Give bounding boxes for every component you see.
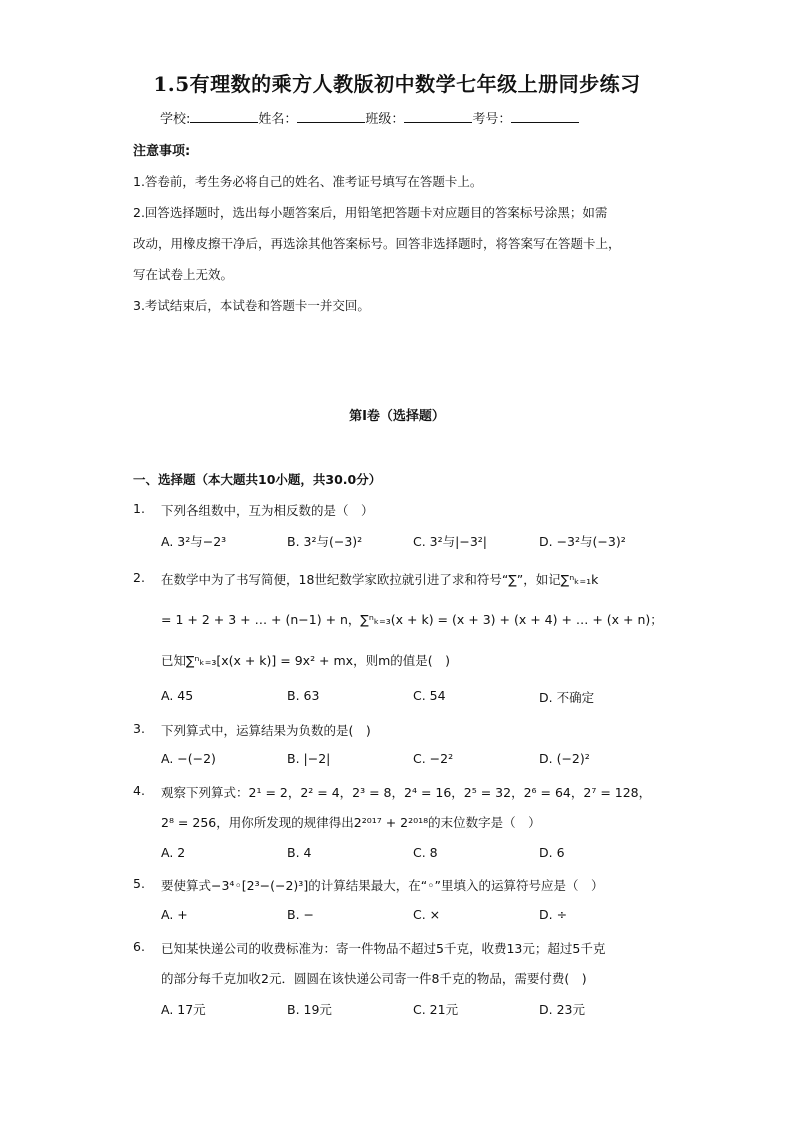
- option-a: A. 17元: [161, 1002, 206, 1017]
- option-c: C. ×: [413, 907, 441, 922]
- part-heading: 一、选择题（本大题共10小题，共30.0分）: [133, 472, 382, 487]
- student-info-line: [160, 108, 579, 127]
- option-d: D. −3²与(−3)²: [539, 534, 626, 549]
- option-a: A. −(−2): [161, 751, 216, 766]
- exam-no-label: 考号：: [472, 112, 512, 127]
- notice-heading: 注意事项:: [133, 144, 191, 159]
- option-b: B. 4: [287, 845, 312, 860]
- name-blank: [297, 110, 365, 123]
- option-b: B. 63: [287, 688, 320, 703]
- option-d: D. ÷: [539, 907, 568, 922]
- question-stem-line-2: = 1 + 2 + 3 + … + (n−1) + n，∑ⁿₖ₌₃(x + k) = (x + 3) + (x + 4) + … + (x + n)；: [161, 612, 663, 627]
- option-c: C. 3²与|−3²|: [413, 534, 487, 549]
- option-d: D. 不确定: [539, 690, 595, 705]
- option-a: A. 2: [161, 845, 186, 860]
- question-stem-line-3: 已知∑ⁿₖ₌₃[x(x + k)] = 9x² + mx，则m的值是( ): [161, 653, 451, 668]
- option-c: C. 21元: [413, 1002, 459, 1017]
- exam-no-blank: [511, 110, 579, 123]
- option-d: D. 6: [539, 845, 565, 860]
- option-a: A. 45: [161, 688, 194, 703]
- option-b: B. 19元: [287, 1002, 332, 1017]
- question-number: 1.: [133, 501, 145, 516]
- notice-item-1: 1.答卷前，考生务必将自己的姓名、准考证号填写在答题卡上。: [133, 174, 483, 189]
- option-a: A. 3²与−2³: [161, 534, 227, 549]
- section-title: 第I卷（选择题）: [349, 409, 445, 424]
- option-b: B. |−2|: [287, 751, 331, 766]
- option-c: C. 8: [413, 845, 438, 860]
- question-number: 4.: [133, 783, 145, 798]
- name-label: 姓名：: [258, 112, 298, 127]
- question-stem-line-2: 的部分每千克加收2元．圆圆在该快递公司寄一件8千克的物品，需要付费( ): [161, 971, 587, 986]
- option-c: C. 54: [413, 688, 446, 703]
- question-stem-line-1: 已知某快递公司的收费标准为：寄一件物品不超过5千克，收费13元；超过5千克: [161, 941, 606, 956]
- notice-item-2-line-3: 写在试卷上无效。: [133, 267, 234, 282]
- school-label: 学校:: [160, 112, 191, 127]
- question-number: 6.: [133, 939, 145, 954]
- notice-item-2-line-1: 2.回答选择题时，选出每小题答案后，用铅笔把答题卡对应题目的答案标号涂黑；如需: [133, 205, 608, 220]
- question-stem-line-1: 在数学中为了书写简便，18世纪数学家欧拉就引进了求和符号“∑”，如记∑ⁿₖ₌₁k: [161, 572, 599, 587]
- question-number: 5.: [133, 876, 145, 891]
- option-b: B. 3²与(−3)²: [287, 534, 363, 549]
- question-stem-line-2: 2⁸ = 256，用你所发现的规律得出2²⁰¹⁷ + 2²⁰¹⁸的末位数字是（ ）: [161, 815, 541, 830]
- option-a: A. +: [161, 907, 188, 922]
- question-number: 3.: [133, 721, 145, 736]
- school-blank: [190, 110, 258, 123]
- notice-item-2-line-2: 改动，用橡皮擦干净后，再选涂其他答案标号。回答非选择题时，将答案写在答题卡上，: [133, 236, 621, 251]
- class-blank: [404, 110, 472, 123]
- question-stem: 下列各组数中，互为相反数的是（ ）: [161, 503, 374, 518]
- page-title: 1.5有理数的乘方人教版初中数学七年级上册同步练习: [153, 72, 641, 96]
- class-label: 班级：: [365, 112, 405, 127]
- question-number: 2.: [133, 570, 145, 585]
- option-d: D. (−2)²: [539, 751, 590, 766]
- question-stem: 要使算式−3⁴◦[2³−(−2)³]的计算结果最大，在“◦”里填入的运算符号应是（ ）: [161, 878, 604, 893]
- option-d: D. 23元: [539, 1002, 585, 1017]
- question-stem: 下列算式中，运算结果为负数的是( ): [161, 723, 371, 738]
- notice-item-3: 3.考试结束后，本试卷和答题卡一并交回。: [133, 298, 370, 313]
- question-stem-line-1: 观察下列算式：2¹ = 2，2² = 4，2³ = 8，2⁴ = 16，2⁵ = 32，2⁶ = 64，2⁷ = 128，: [161, 785, 652, 800]
- option-b: B. −: [287, 907, 314, 922]
- option-c: C. −2²: [413, 751, 454, 766]
